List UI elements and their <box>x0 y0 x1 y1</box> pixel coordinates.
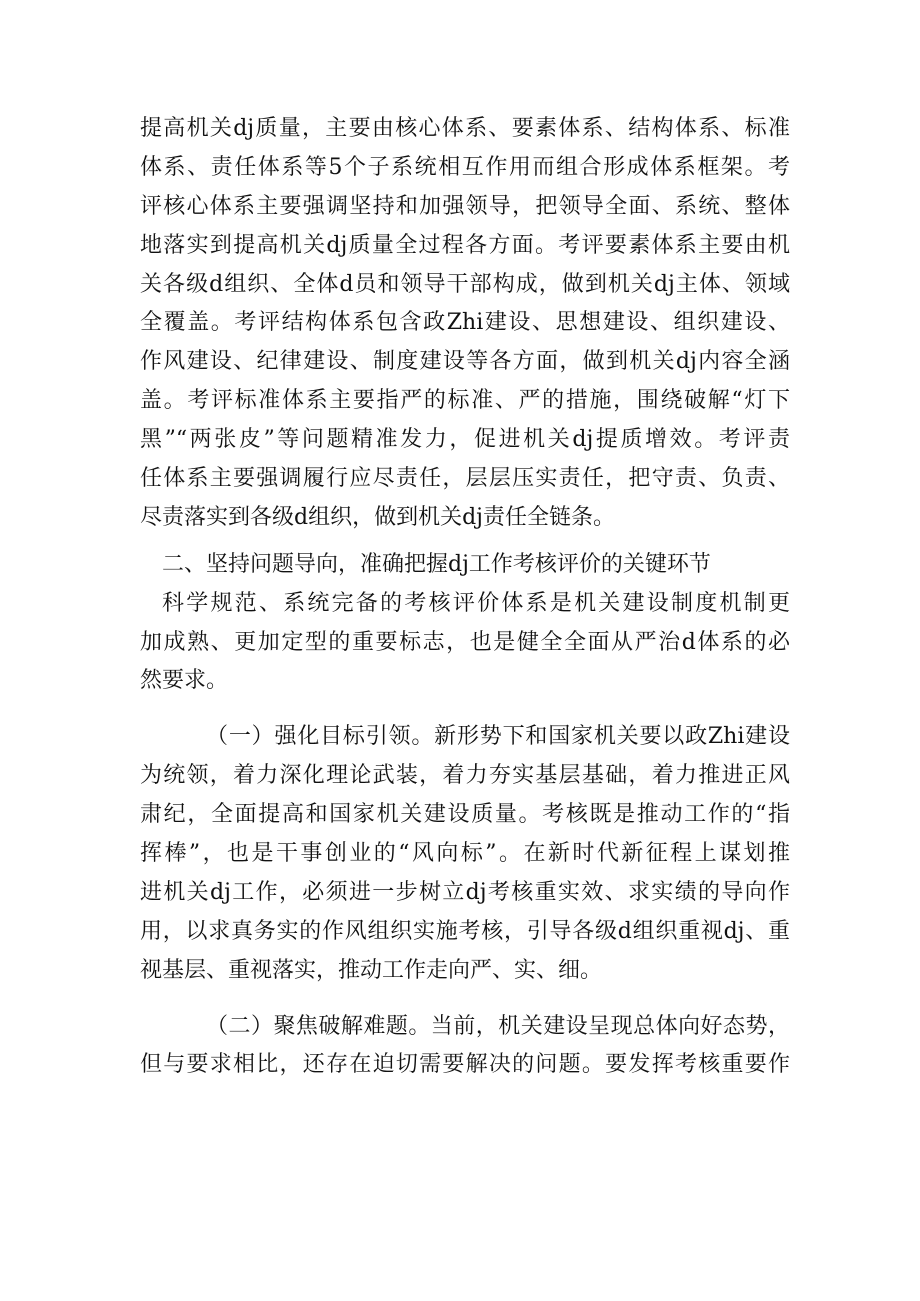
text-line: 进机关dj工作，必须进一步树立dj考核重实效、求实绩的导向作 <box>140 879 790 905</box>
paragraph-evaluation-system <box>140 110 790 538</box>
text-line: （一）强化目标引领。新形势下和国家机关要以政Zhi建设 <box>206 724 790 750</box>
text-line: 关各级d组织、全体d员和领导干部构成，做到机关dj主体、领域 <box>140 271 790 297</box>
paragraph-solve-problems <box>140 1008 790 1086</box>
text-line: 作风建设、纪律建设、制度建设等各方面，做到机关dj内容全涵 <box>140 349 790 375</box>
text-line: 尽责落实到各级d组织，做到机关dj责任全链条。 <box>140 504 615 530</box>
paragraph-goal-guidance <box>140 718 790 990</box>
text-line: 地落实到提高机关dj质量全过程各方面。考评要素体系主要由机 <box>140 232 790 258</box>
text-line: 科学规范、系统完备的考核评价体系是机关建设制度机制更 <box>162 590 790 616</box>
text-line: 为统领，着力深化理论武装，着力夯实基层基础，着力推进正风 <box>140 763 790 789</box>
text-line: 体系、责任体系等5个子系统相互作用而组合形成体系框架。考 <box>140 154 790 180</box>
text-line: 加成熟、更加定型的重要标志，也是健全全面从严治d体系的必 <box>140 629 790 655</box>
text-line: 全覆盖。考评结构体系包含政Zhi建设、思想建设、组织建设、 <box>140 310 790 336</box>
section-heading <box>140 546 790 585</box>
document-body <box>140 110 790 1085</box>
text-line: 然要求。 <box>140 668 229 694</box>
text-line: 任体系主要强调履行应尽责任，层层压实责任，把守责、负责、 <box>140 466 790 492</box>
text-line: 视基层、重视落实，推动工作走向严、实、细。 <box>140 957 603 983</box>
text-line: （二）聚焦破解难题。当前，机关建设呈现总体向好态势， <box>206 1013 790 1039</box>
text-line: 提高机关dj质量，主要由核心体系、要素体系、结构体系、标准 <box>140 116 790 141</box>
paragraph-system-importance <box>140 585 790 702</box>
text-line: 评核心体系主要强调坚持和加强领导，把领导全面、系统、整体 <box>140 193 790 219</box>
text-line: 用，以求真务实的作风组织实施考核，引导各级d组织重视dj、重 <box>140 918 790 944</box>
text-line: 盖。考评标准体系主要指严的标准、严的措施，围绕破解“灯下 <box>140 388 790 414</box>
heading-line: 二、坚持问题导向，准确把握dj工作考核评价的关键环节 <box>162 551 711 577</box>
text-line: 挥棒”，也是干事创业的“风向标”。在新时代新征程上谋划推 <box>140 841 790 867</box>
text-line: 黑”“两张皮”等问题精准发力，促进机关dj提质增效。考评责 <box>140 427 790 453</box>
text-line: 肃纪，全面提高和国家机关建设质量。考核既是推动工作的“指 <box>140 802 790 828</box>
text-line: 但与要求相比，还存在迫切需要解决的问题。要发挥考核重要作 <box>140 1052 790 1078</box>
